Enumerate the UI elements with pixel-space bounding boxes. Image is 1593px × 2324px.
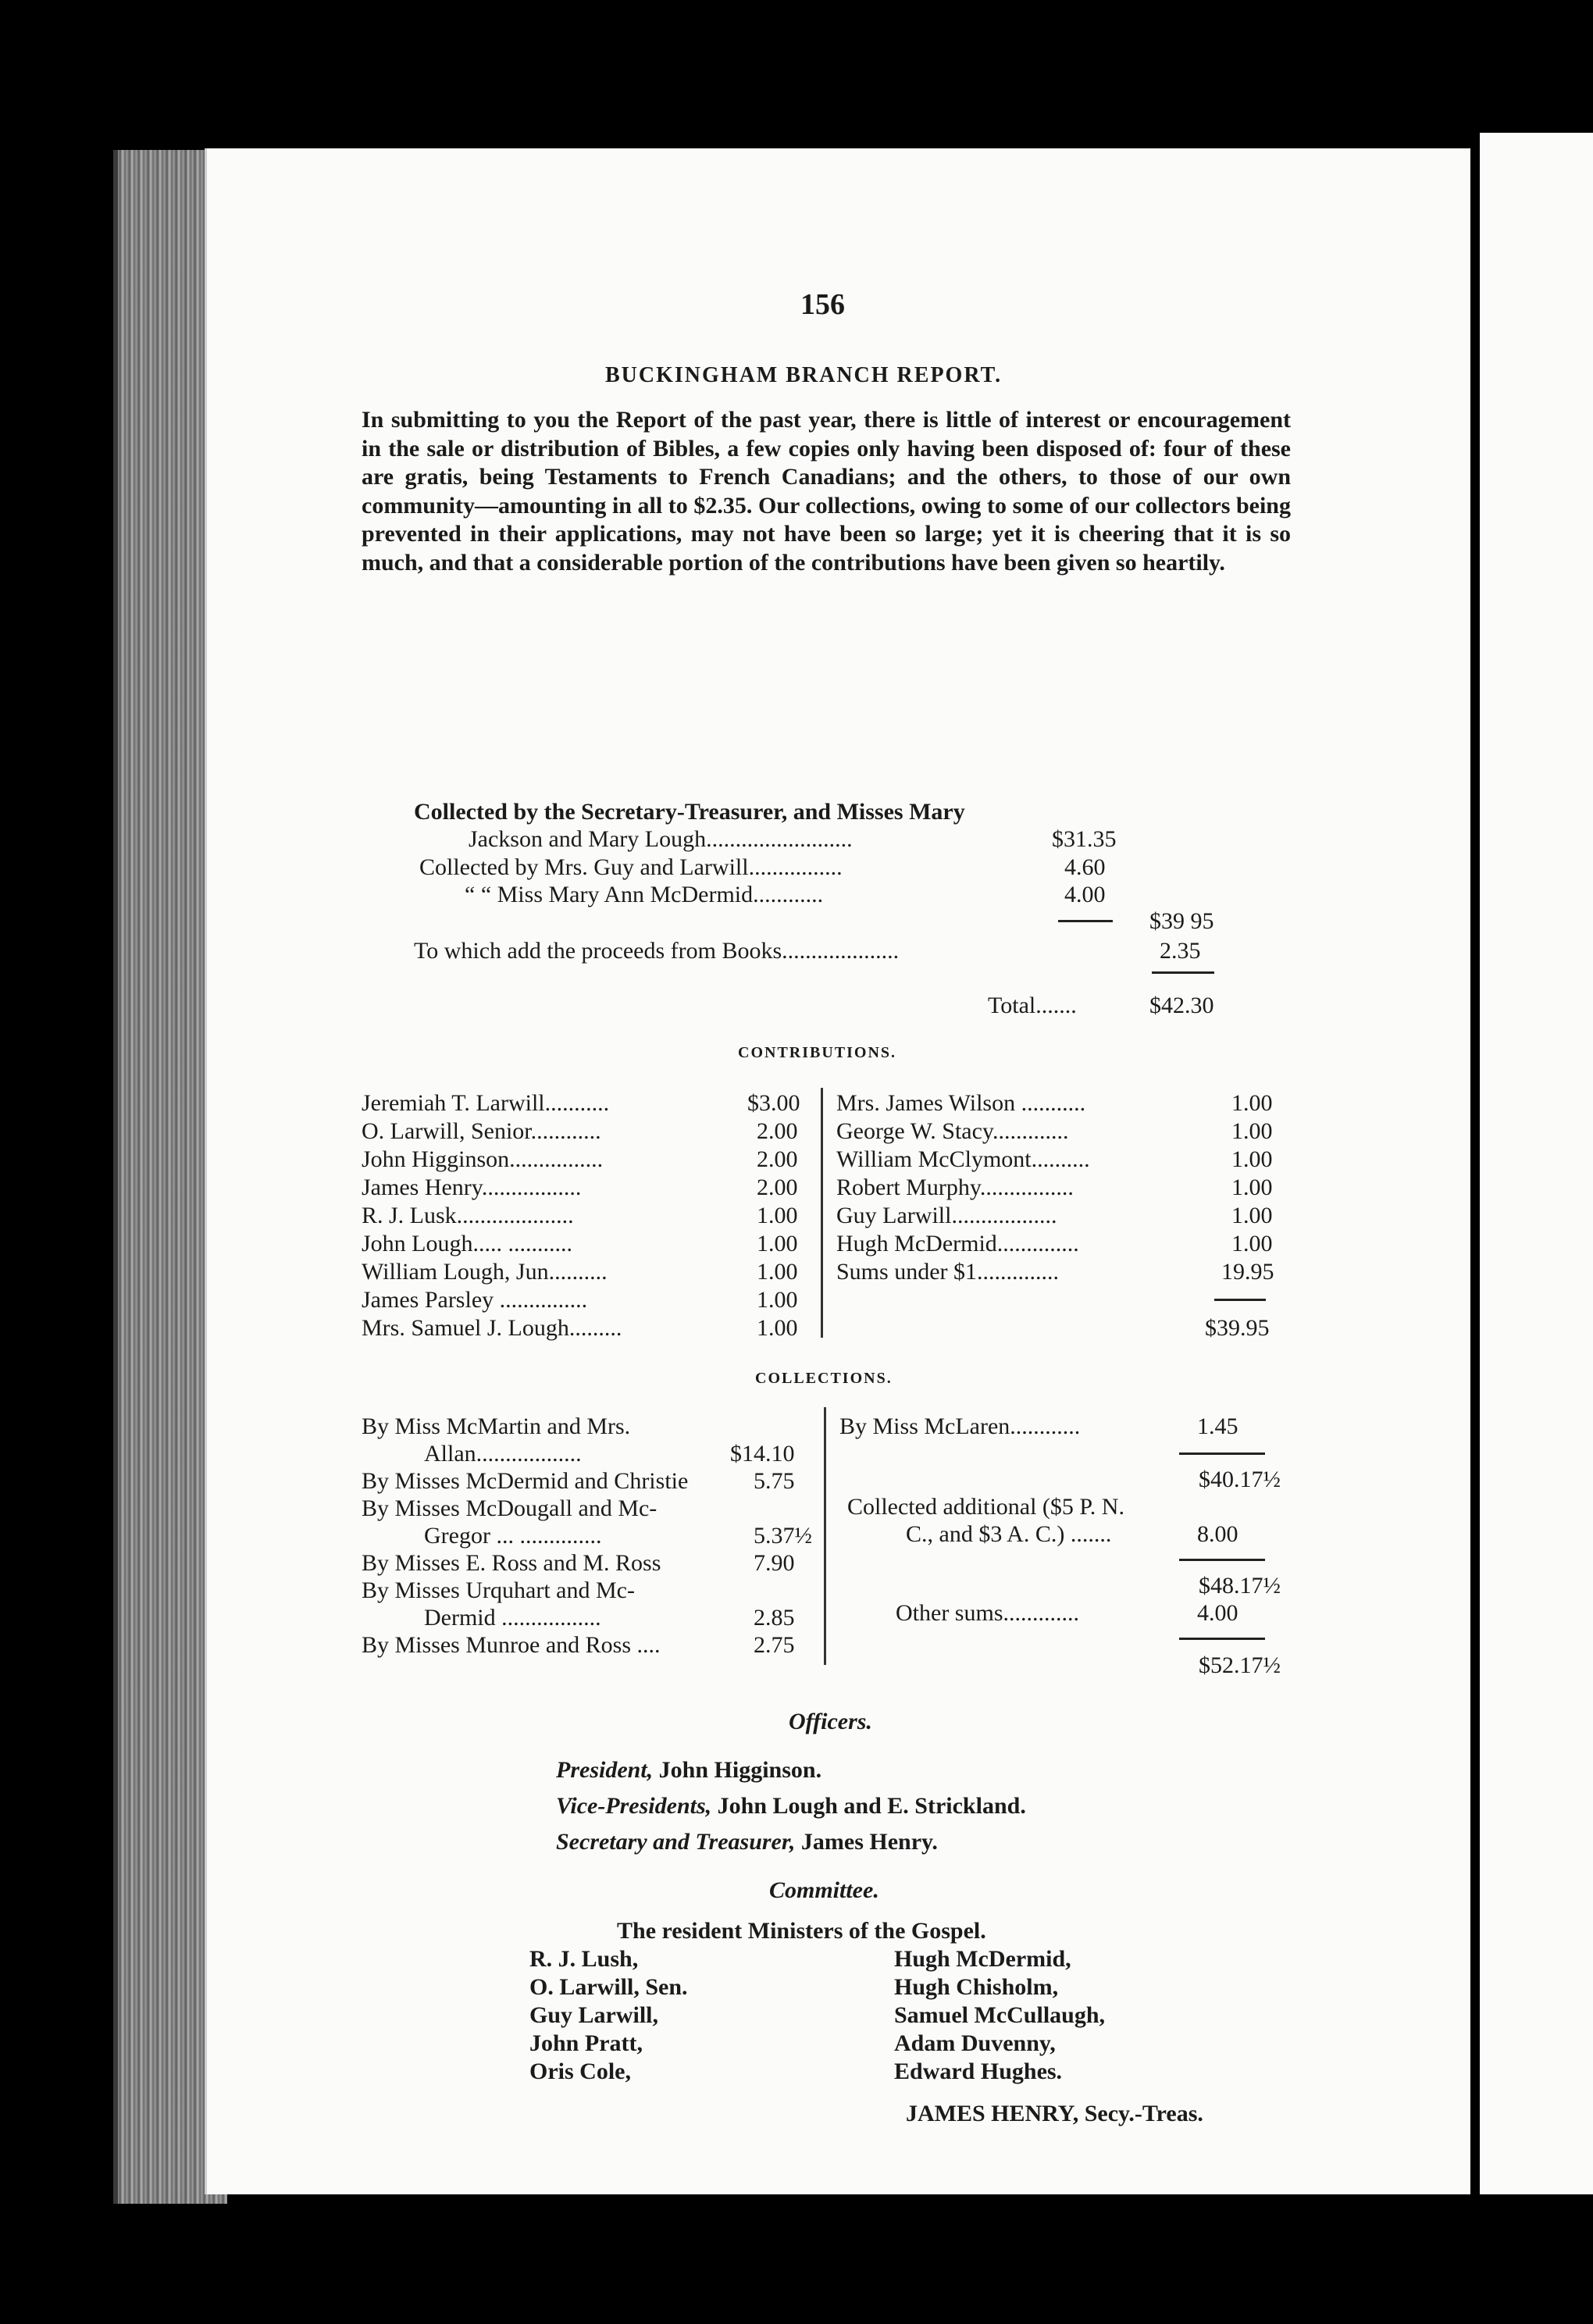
committee-right-1: Hugh Chisholm,: [894, 1974, 1059, 2000]
committee-right-0: Hugh McDermid,: [894, 1946, 1071, 1972]
summary-line-3-value: 4.60: [1064, 854, 1106, 880]
collections-rule-1: [1179, 1452, 1265, 1455]
summary-line-4-value: 4.00: [1064, 882, 1106, 907]
contrib-total-rule: [1214, 1299, 1266, 1301]
committee-heading: Committee.: [769, 1877, 879, 1903]
summary-subtotal: $39 95: [1149, 908, 1214, 934]
contributions-divider: [821, 1088, 823, 1338]
page-number: 156: [800, 288, 845, 321]
committee-left-2: Guy Larwill,: [529, 2002, 659, 2028]
signature: JAMES HENRY, Secy.-Treas.: [906, 2101, 1203, 2126]
contributions-heading: CONTRIBUTIONS.: [738, 1044, 897, 1061]
contrib-total: $39.95: [1205, 1315, 1270, 1341]
book-page: 156 BUCKINGHAM BRANCH REPORT. In submitting to you the Report of the past year, there is little of interest or encouragement in the sale or distribution of Bibles, a few copies only having been disposed of: four of these are gratis, being Testaments to French Canadians; and the others, to those of our own community—amounting in all to $2.35. Our collections, owing to some of our collectors being prevented in their applications, may not have been so large; yet it is cheering that it is so much, and that a considerable portion of the contributions have been given so heartily. Collected by the Secretary-Treasurer, and Misses Mary Jackson and Mary Lough......................... $31.35 Collected by Mrs. Guy and Larwill................ 4.60 “ “ Miss Mary Ann McDermid............ 4.00 $39 95 To which add the proceeds from Books.................... 2.35 Total....... $42.30 CONTRIBUTIONS. Jeremiah T. Larwill........... $3.00 O. Larwill, Senior............ 2.00 John Higginson................ 2.00 James Henry................. 2.00 R. J. Lusk.................... 1.00 John Lough..... ........... 1.00 William Lough, Jun.......... 1.00 James Parsley ............... 1.00 Mrs. Samuel J. Lough......... 1.00 Mrs. James Wilson ........... 1.00 George W. Stacy............. 1.00 William McClymont.......... 1.00 Robert Murphy................ 1.00 Guy Larwill.................. 1.00 Hugh McDermid.............. 1.00 Sums under $1.............. 19.95 $39.95 COLLECTIONS. By Miss McMartin and Mrs. Allan.................. $14.10 By Misses McDermid and Christie 5.75 By Misses McDougall and Mc- Gregor ... .............. 5.37½ By Misses E. Ross and M. Ross 7.90 By Misses Urquhart and Mc- Dermid ................. 2.85 By Misses Munroe and Ross .... 2.75 By Miss McLaren............ 1.45 $40.17½ Collected additional ($5 P. N. C., and $3 A. C.) ....... 8.00 $48.17½ Other sums............. 4.00 $52.17½ Officers. President, John Higginson. Vice-Presidents, John Lough and E. Strickland. Secretary and Treasurer, James Henry. Committee. The resident Ministers of the Gospel. R. J. Lush, O. Larwill, Sen. Guy Larwill, John Pratt, Oris Cole, Hugh McDermid, Hugh Chisholm, Samuel McCullaugh, Adam Duvenny, Edward Hughes. JAMES HENRY, Secy.-Treas.: [205, 148, 1470, 2194]
committee-left-1: O. Larwill, Sen.: [529, 1974, 688, 2000]
committee-left-0: R. J. Lush,: [529, 1946, 639, 1972]
summary-line-3-label: Collected by Mrs. Guy and Larwill................: [419, 854, 843, 880]
committee-right-4: Edward Hughes.: [894, 2058, 1063, 2084]
officers-heading: Officers.: [789, 1709, 872, 1734]
collections-heading: COLLECTIONS.: [755, 1370, 893, 1387]
books-value: 2.35: [1160, 938, 1201, 964]
books-label: To which add the proceeds from Books....................: [414, 938, 900, 964]
intro-paragraph: [362, 406, 1291, 577]
collections-subtotal-2: $48.17½: [1199, 1573, 1281, 1599]
facing-page-edge: [1480, 133, 1593, 2194]
intro-text: In submitting to you the Report of the past year, there is little of interest or encouragement in the sale or distribution of Bibles, a few copies only having been disposed of: four of these are gratis, being Testaments to French Canadians; and the others, to those of our own community—amounting in all to $2.35. Our collections, owing to some of our collectors being prevented in their applications, may not have been so large; yet it is cheering that it is so much, and that a considerable portion of the contributions have been given so heartily.: [362, 407, 1291, 576]
summary-line-2-value: $31.35: [1052, 826, 1117, 852]
total-value: $42.30: [1149, 993, 1214, 1018]
summary-line-2-label: Jackson and Mary Lough.........................: [469, 826, 853, 852]
secretary-line: Secretary and Treasurer, James Henry.: [556, 1829, 938, 1855]
total-label: Total.......: [988, 993, 1077, 1018]
summary-line-1: Collected by the Secretary-Treasurer, and Misses Mary: [414, 799, 965, 825]
collections-subtotal-1: $40.17½: [1199, 1467, 1281, 1492]
committee-left-3: John Pratt,: [529, 2030, 643, 2056]
collections-rule-3: [1179, 1638, 1265, 1640]
committee-left-4: Oris Cole,: [529, 2058, 631, 2084]
committee-right-3: Adam Duvenny,: [894, 2030, 1056, 2056]
total-rule: [1152, 971, 1214, 974]
summary-line-4-label: “ “ Miss Mary Ann McDermid............: [465, 882, 824, 907]
vice-presidents-line: Vice-Presidents, John Lough and E. Strickland.: [556, 1793, 1026, 1819]
committee-intro: The resident Ministers of the Gospel.: [617, 1918, 986, 1944]
president-line: President, John Higginson.: [556, 1757, 822, 1783]
collections-divider: [824, 1407, 826, 1665]
collections-total: $52.17½: [1199, 1652, 1281, 1678]
report-title: BUCKINGHAM BRANCH REPORT.: [605, 363, 1003, 387]
summary-subtotal-rule: [1058, 920, 1113, 922]
collections-rule-2: [1179, 1559, 1265, 1561]
committee-right-2: Samuel McCullaugh,: [894, 2002, 1106, 2028]
